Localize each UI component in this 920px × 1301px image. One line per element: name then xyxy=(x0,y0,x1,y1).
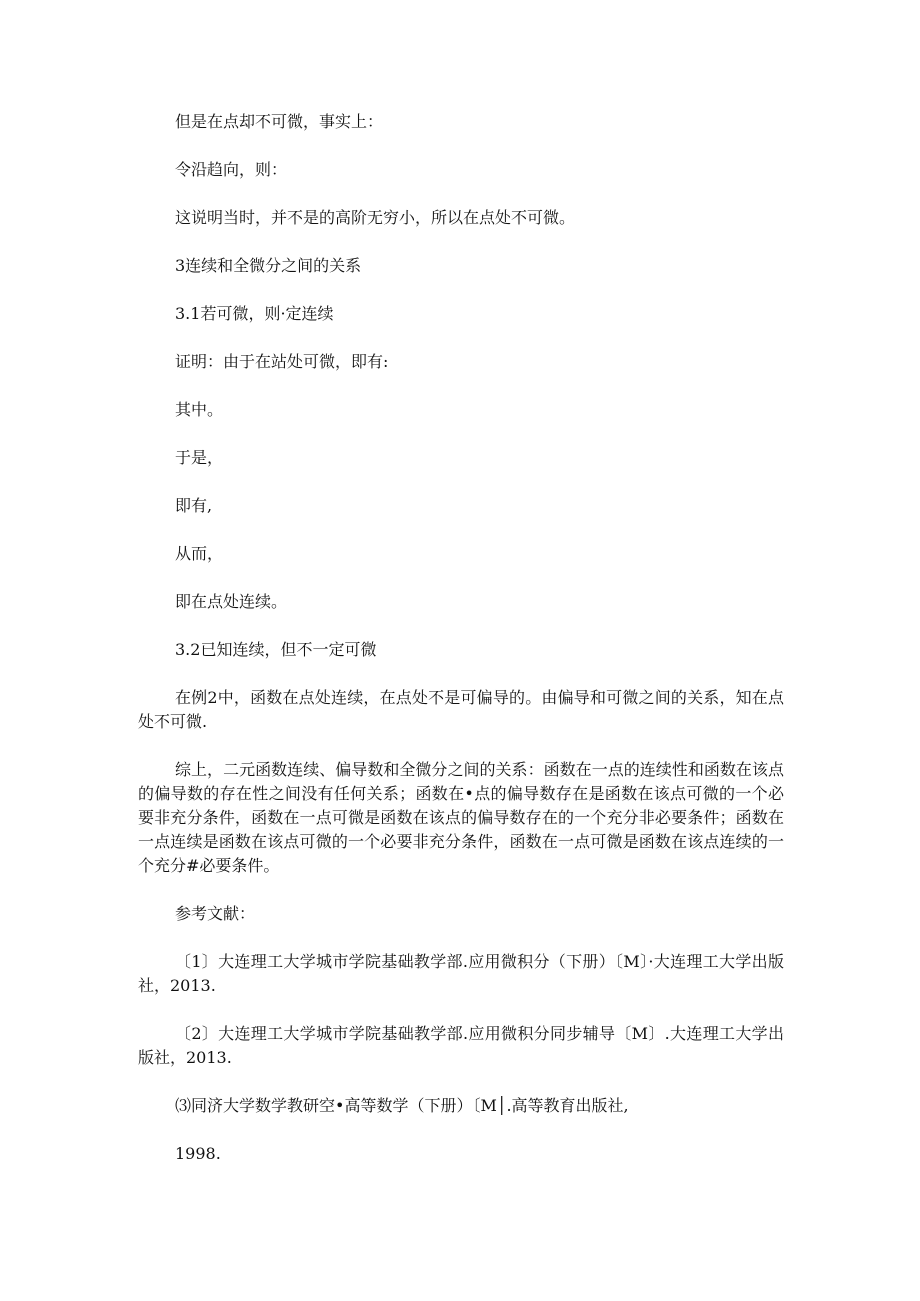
text-line-10: 从而， xyxy=(175,544,224,563)
reference-3-line-1: ⑶同济大学数学教研空•高等数学（下册）〔M│.高等教育出版社, xyxy=(175,1096,629,1115)
text-line-3: 这说明当时，并不是的高阶无穷小，所以在点处不可微。 xyxy=(175,208,576,227)
proof-line: 证明：由于在站处可微，即有: xyxy=(175,352,389,371)
references-heading: 参考文献： xyxy=(175,904,256,923)
reference-2: 〔2〕大连理工大学城市学院基础教学部.应用微积分同步辅导〔M〕.大连理工大学出版社，2013. xyxy=(138,1024,784,1067)
reference-3-line-2: 1998. xyxy=(175,1144,221,1163)
paragraph-summary: 综上，二元函数连续、偏导数和全微分之间的关系：函数在一点的连续性和函数在该点的偏导数的存在性之间没有任何关系；函数在•点的偏导数存在是函数在该点可微的一个必要非充分条件，函数在一点可微是函数在该点的偏导数存在的一个充分非必要条件；函数在一点连续是函数在该点可微的一个必要非充分条件，函数在一点可微是函数在该点连续的一个充分#必要条件。 xyxy=(138,760,784,875)
text-line-1: 但是在点却不可微，事实上： xyxy=(175,112,384,131)
text-line-7: 其中。 xyxy=(175,400,224,419)
subsection-heading-3-2: 3.2已知连续，但不一定可微 xyxy=(175,640,377,659)
section-heading-3: 3连续和全微分之间的关系 xyxy=(175,256,362,275)
text-line-9: 即有, xyxy=(175,496,213,515)
subsection-heading-3-1: 3.1若可微，则·定连续 xyxy=(175,304,334,323)
reference-1: 〔1〕大连理工大学城市学院基础教学部.应用微积分（下册）〔M〕·大连理工大学出版社，2013. xyxy=(138,952,784,995)
paragraph-example: 在例2中，函数在点处连续，在点处不是可偏导的。由偏导和可微之间的关系，知在点处不可微. xyxy=(138,688,784,731)
text-line-2: 令沿趋向，则： xyxy=(175,160,288,179)
text-line-8: 于是， xyxy=(175,448,224,467)
text-line-11: 即在点处连续。 xyxy=(175,592,288,611)
